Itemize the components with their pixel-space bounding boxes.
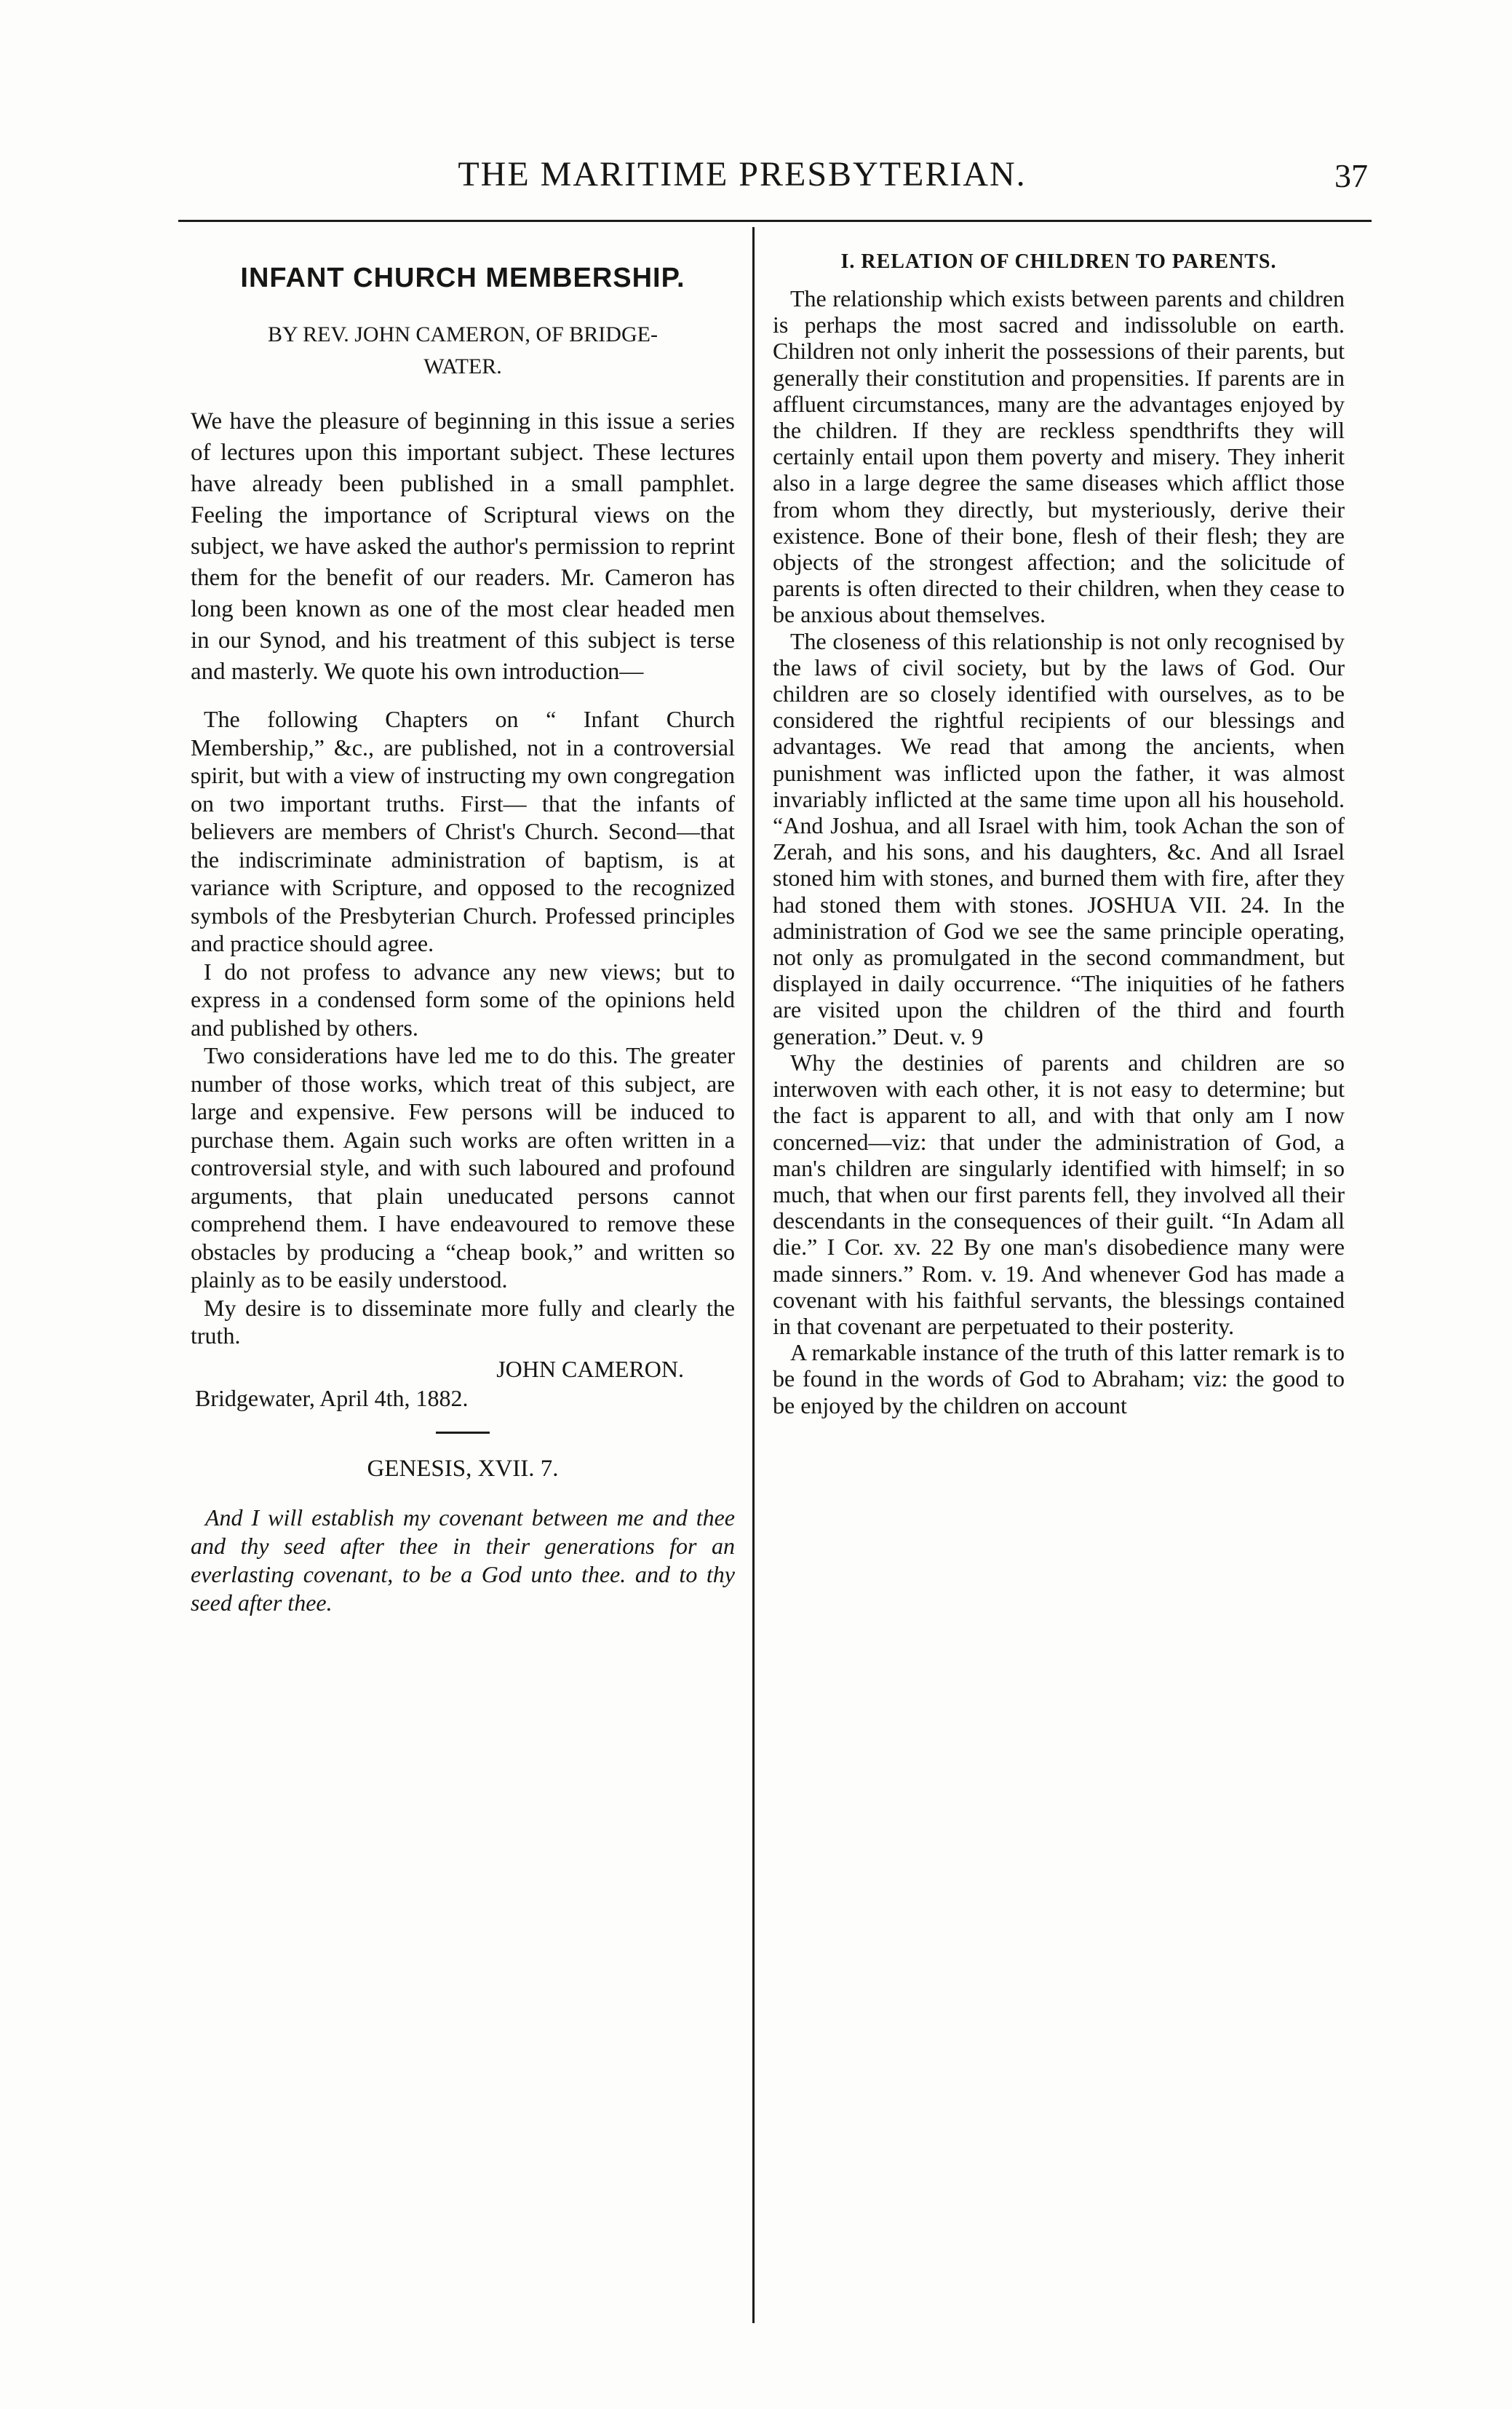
left-column — [191, 247, 735, 1617]
section-heading: I. RELATION OF CHILDREN TO PARENTS. — [840, 250, 1277, 273]
dateline: Bridgewater, April 4th, 1882. — [195, 1384, 469, 1411]
preface-paragraph: I do not profess to advance any new views; but to express in a condensed form some of the opinions held and published by others. — [191, 958, 735, 1041]
right-column — [773, 247, 1345, 1418]
column-divider — [752, 227, 755, 2323]
byline-location: WATER. — [423, 354, 502, 378]
body-paragraph: A remarkable instance of the truth of this latter remark is to be found in the words of God to Abraham; viz: the good to be enjoyed by the children on account — [773, 1339, 1345, 1418]
body-paragraph: Why the destinies of parents and children are so interwoven with each other, it is not easy to determine; but the fact is apparent to all, and with that only am I now concerned—viz: that under the administration of God, a man's children are singularly identified with himself; in so much, that when our first parents fell, they involved all their descendants in the consequences of their guilt. “In Adam all die.” I Cor. xv. 22 By one man's disobedience many were made sinners.” Rom. v. 19. And whenever God has made a covenant with his faithful servants, the blessings contained in that covenant are perpetuated to their posterity. — [773, 1049, 1345, 1339]
running-title: THE MARITIME PRESBYTERIAN. — [458, 155, 1027, 194]
body-paragraph: The relationship which exists between parents and children is perhaps the most sacred and indissoluble on earth. Children not only inherit the possessions of their parents, but generally their constitution and propensities. If parents are in affluent circumstances, many are the advantages enjoyed by the children. If they are reckless spendthrifts they will certainly entail upon them poverty and misery. They inherit also in a large degree the same diseases which afflict those from whom they directly, but mysteriously, derive their existence. Bone of their bone, flesh of their flesh; they are objects of the strongest affection; and the solicitude of parents is often directed to their children, when they cease to be anxious about themselves. — [773, 285, 1345, 628]
body-paragraph: The closeness of this relationship is not only recognised by the laws of civil society, but by the laws of God. Our children are so closely identified with ourselves, as to be considered the rightful recipients of our blessings and advantages. We read that among the ancients, when punishment was inflicted upon the father, it was almost invariably inflicted at the same time upon all his household. “And Joshua, and all Israel with him, took Achan the son of Zerah, and his sons, and his daughters, &c. And all Israel stoned him with stones, and burned them with fire, after they had stoned them with stones. JOSHUA VII. 24. In the administration of God we see the same principle operating, not only as promulgated in the second commandment, but displayed in daily occurrence. “The iniquities of he fathers are visited upon the children of the third and fourth generation.” Deut. v. 9 — [773, 627, 1345, 1049]
preface-paragraph: My desire is to disseminate more fully and clearly the truth. — [191, 1294, 735, 1349]
editor-intro: We have the pleasure of beginning in this issue a series of lectures upon this important subject. These lectures have already been published in a small pamphlet. Feeling the importance of Scriptural views on the subject, we have asked the author's permission to reprint them for the benefit of our readers. Mr. Cameron has long been known as one of the most clear headed men in our Synod, and his treatment of this subject is terse and masterly. We quote his own introduction— — [191, 408, 735, 685]
section-divider — [436, 1432, 490, 1434]
preface-paragraph: Two considerations have led me to do this. The greater number of those works, which treat of this subject, are large and expensive. Few persons will be induced to purchase them. Again such works are often written in a controversial style, and with such laboured and profound arguments, that plain uneducated persons cannot comprehend them. I have endeavoured to remove these obstacles by producing a “cheap book,” and written so plainly as to be easily understood. — [191, 1042, 735, 1293]
page-number: 37 — [1334, 157, 1368, 194]
byline — [191, 319, 735, 383]
scripture-quote: And I will establish my covenant between me and thee and thy seed after thee in their generations for an everlasting covenant, to be a God unto thee. and to thy seed after thee. — [191, 1504, 735, 1616]
scripture-reference: GENESIS, XVII. 7. — [367, 1455, 559, 1482]
author-signature: JOHN CAMERON. — [496, 1355, 684, 1382]
article-title: INFANT CHURCH MEMBERSHIP. — [240, 263, 685, 293]
preface-paragraph: The following Chapters on “ Infant Church Membership,” &c., are published, not in a controversial spirit, but with a view of instructing my own congregation on two important truths. First— that the infants of believers are members of Christ's Church. Second—that the indiscriminate administration of baptism, is at variance with Scripture, and opposed to the recognized symbols of the Presbyterian Church. Professed principles and practice should agree. — [191, 706, 735, 956]
header-rule — [178, 220, 1372, 222]
byline-author: BY REV. JOHN CAMERON, OF BRIDGE- — [268, 322, 658, 346]
